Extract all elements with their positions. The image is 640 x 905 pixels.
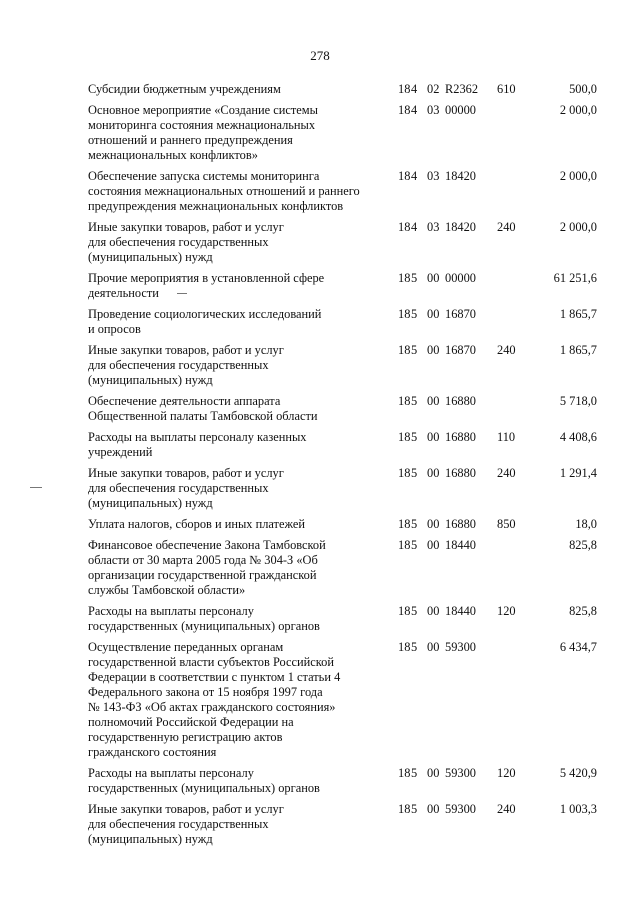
code-program: 5 — [411, 394, 418, 408]
code-subprogram: 00 — [427, 394, 440, 408]
row-name: Иные закупки товаров, работ и услуг для обеспечения государственных (муниципальных) нужд — [88, 802, 284, 846]
code-direction: 18440 — [445, 538, 476, 552]
code-subprogram: 00 — [427, 538, 440, 552]
row-name: Иные закупки товаров, работ и услуг для обеспечения государственных (муниципальных) нужд — [88, 343, 284, 387]
code-program: 5 — [411, 640, 418, 654]
table-row — [0, 169, 640, 214]
row-name: Расходы на выплаты персоналу государственных (муниципальных) органов — [88, 766, 320, 795]
code-expense-type: 240 — [497, 466, 516, 480]
row-amount: 2 000,0 — [559, 169, 597, 183]
code-subprogram: 00 — [427, 604, 440, 618]
code-chapter: 18 — [398, 220, 411, 234]
row-amount: 2 000,0 — [559, 103, 597, 117]
code-program: 5 — [411, 430, 418, 444]
code-expense-type: 240 — [497, 220, 516, 234]
code-chapter: 18 — [398, 430, 411, 444]
table-row — [0, 343, 640, 388]
table-row — [0, 271, 640, 301]
code-expense-type: 610 — [497, 82, 516, 96]
code-chapter: 18 — [398, 82, 411, 96]
row-amount: 1 865,7 — [559, 307, 597, 321]
table-row — [0, 604, 640, 634]
code-subprogram: 00 — [427, 766, 440, 780]
table-row — [0, 517, 640, 532]
code-chapter: 18 — [398, 271, 411, 285]
code-direction: 18440 — [445, 604, 476, 618]
row-name: Прочие мероприятия в установленной сфере деятельности — [88, 271, 325, 300]
code-subprogram: 00 — [427, 271, 440, 285]
row-name: Обеспечение запуска системы мониторинга состояния межнациональных отношений и раннего предупреждения межнациональных конфликтов — [88, 169, 360, 213]
code-chapter: 18 — [398, 103, 411, 117]
row-name: Субсидии бюджетным учреждениям — [88, 82, 281, 96]
code-program: 5 — [411, 802, 418, 816]
code-chapter: 18 — [398, 538, 411, 552]
code-subprogram: 00 — [427, 517, 440, 531]
code-program: 5 — [411, 271, 418, 285]
row-amount: 61 251,6 — [553, 271, 597, 285]
row-name: Расходы на выплаты персоналу казенных учреждений — [88, 430, 307, 459]
table-row — [0, 430, 640, 460]
code-chapter: 18 — [398, 640, 411, 654]
code-direction: 18420 — [445, 169, 476, 183]
code-subprogram: 00 — [427, 307, 440, 321]
code-subprogram: 03 — [427, 103, 440, 117]
row-name: Обеспечение деятельности аппарата Общественной палаты Тамбовской области — [88, 394, 318, 423]
code-program: 5 — [411, 604, 418, 618]
row-amount: 4 408,6 — [559, 430, 597, 444]
table-row — [0, 307, 640, 337]
code-direction: 16880 — [445, 394, 476, 408]
code-program: 4 — [411, 169, 418, 183]
code-expense-type: 240 — [497, 343, 516, 357]
code-expense-type: 110 — [497, 430, 516, 444]
code-chapter: 18 — [398, 802, 411, 816]
code-program: 5 — [411, 307, 418, 321]
code-subprogram: 00 — [427, 802, 440, 816]
code-program: 4 — [411, 220, 418, 234]
row-amount: 5 420,9 — [559, 766, 597, 780]
code-direction: 59300 — [445, 766, 476, 780]
code-program: 5 — [411, 538, 418, 552]
code-expense-type: 120 — [497, 604, 516, 618]
code-expense-type: 240 — [497, 802, 516, 816]
code-subprogram: 00 — [427, 430, 440, 444]
code-chapter: 18 — [398, 169, 411, 183]
scan-mark — [30, 487, 42, 488]
table-row — [0, 640, 640, 760]
code-program: 5 — [411, 517, 418, 531]
code-program: 4 — [411, 82, 418, 96]
code-chapter: 18 — [398, 766, 411, 780]
row-name: Иные закупки товаров, работ и услуг для обеспечения государственных (муниципальных) нужд — [88, 466, 284, 510]
row-amount: 18,0 — [575, 517, 597, 531]
table-row — [0, 766, 640, 796]
code-subprogram: 00 — [427, 466, 440, 480]
code-chapter: 18 — [398, 604, 411, 618]
row-amount: 6 434,7 — [559, 640, 597, 654]
scan-mark — [177, 293, 187, 294]
code-direction: 00000 — [445, 271, 476, 285]
code-chapter: 18 — [398, 343, 411, 357]
row-name: Иные закупки товаров, работ и услуг для обеспечения государственных (муниципальных) нужд — [88, 220, 284, 264]
row-name: Уплата налогов, сборов и иных платежей — [88, 517, 306, 531]
code-subprogram: 03 — [427, 169, 440, 183]
row-amount: 1 865,7 — [559, 343, 597, 357]
code-expense-type: 850 — [497, 517, 516, 531]
code-program: 4 — [411, 103, 418, 117]
row-name: Проведение социологических исследований и опросов — [88, 307, 322, 336]
code-program: 5 — [411, 466, 418, 480]
table-row — [0, 394, 640, 424]
code-direction: 59300 — [445, 640, 476, 654]
row-name: Расходы на выплаты персоналу государственных (муниципальных) органов — [88, 604, 320, 633]
page-number: 278 — [310, 48, 330, 63]
row-amount: 5 718,0 — [559, 394, 597, 408]
table-row — [0, 82, 640, 97]
row-name: Финансовое обеспечение Закона Тамбовской области от 30 марта 2005 года № 304-З «Об организации государственной гражданской службы Тамбовской области» — [88, 538, 326, 597]
table-row — [0, 538, 640, 598]
row-name: Основное мероприятие «Создание системы мониторинга состояния межнациональных отношений и раннего предупреждения межнациональных конфликтов» — [88, 103, 318, 162]
row-amount: 1 291,4 — [559, 466, 597, 480]
code-subprogram: 03 — [427, 220, 440, 234]
row-amount: 1 003,3 — [559, 802, 597, 816]
row-amount: 825,8 — [569, 538, 597, 552]
row-amount: 500,0 — [569, 82, 597, 96]
code-direction: 16870 — [445, 343, 476, 357]
code-chapter: 18 — [398, 517, 411, 531]
code-direction: 16880 — [445, 466, 476, 480]
code-direction: 18420 — [445, 220, 476, 234]
code-direction: 00000 — [445, 103, 476, 117]
row-amount: 2 000,0 — [559, 220, 597, 234]
code-subprogram: 00 — [427, 343, 440, 357]
table-row — [0, 802, 640, 847]
code-chapter: 18 — [398, 394, 411, 408]
code-subprogram: 02 — [427, 82, 440, 96]
code-chapter: 18 — [398, 466, 411, 480]
code-subprogram: 00 — [427, 640, 440, 654]
code-expense-type: 120 — [497, 766, 516, 780]
code-direction: 59300 — [445, 802, 476, 816]
code-direction: R2362 — [445, 82, 479, 96]
code-chapter: 18 — [398, 307, 411, 321]
budget-table — [0, 82, 640, 853]
table-row — [0, 466, 640, 511]
code-program: 5 — [411, 766, 418, 780]
code-direction: 16870 — [445, 307, 476, 321]
table-row — [0, 220, 640, 265]
table-row — [0, 103, 640, 163]
row-amount: 825,8 — [569, 604, 597, 618]
code-direction: 16880 — [445, 517, 476, 531]
row-name: Осуществление переданных органам государственной власти субъектов Российской Федерации в соответствии с пунктом 1 статьи 4 Федерального закона от 15 ноября 1997 года № 143-ФЗ «Об актах гражданского состояния» полномочий Российской Федерации на государственную регистрацию актов гражданского состояния — [88, 640, 341, 759]
code-direction: 16880 — [445, 430, 476, 444]
code-program: 5 — [411, 343, 418, 357]
